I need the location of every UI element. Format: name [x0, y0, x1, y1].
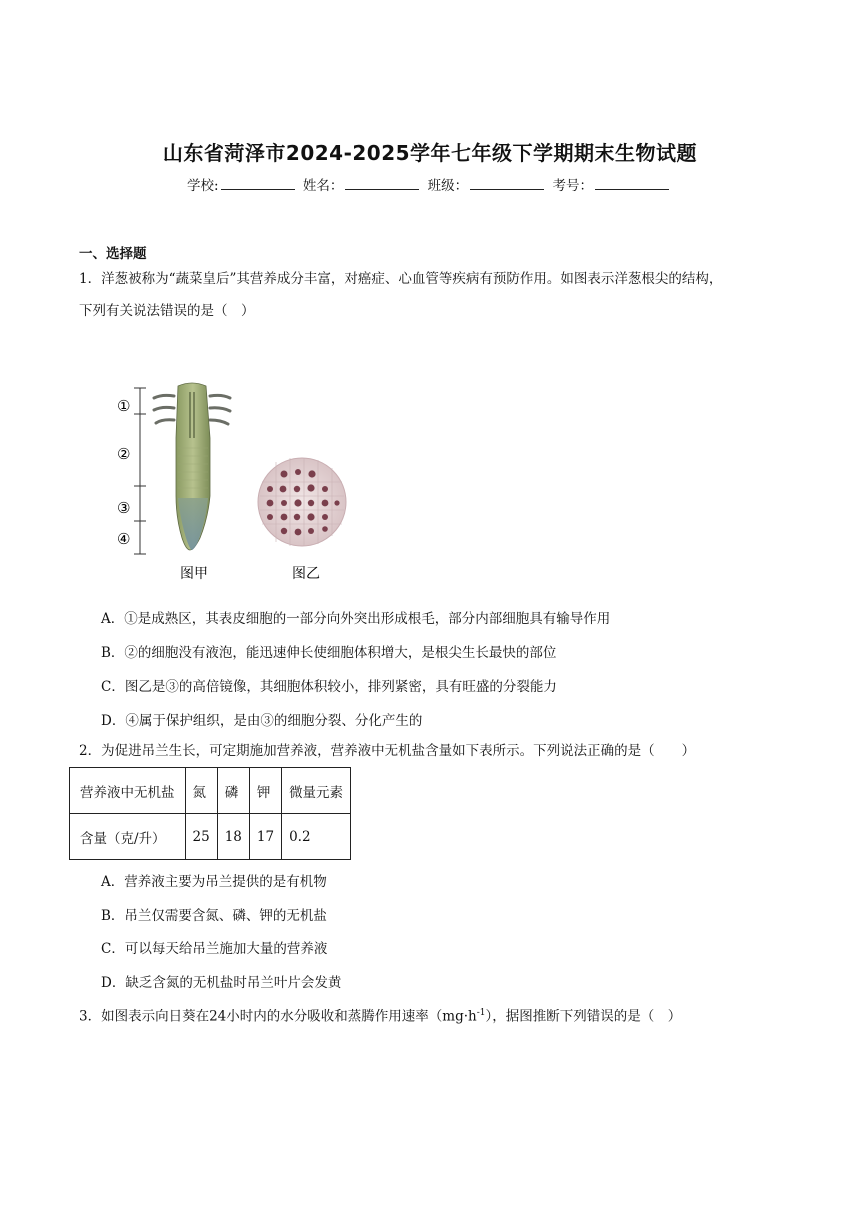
question-1-line-1: 1．洋葱被称为“蔬菜皇后”其营养成分丰富，对癌症、心血管等疾病有预防作用。如图表示洋葱根尖的结构，	[79, 271, 723, 287]
figure-a-label: 图甲	[180, 566, 208, 582]
question-1-option-b[interactable]: B．②的细胞没有液泡，能迅速伸长使细胞体积增大，是根尖生长最快的部位	[101, 645, 557, 661]
section-heading: 一、选择题	[79, 246, 147, 262]
question-2-option-b[interactable]: B．吊兰仅需要含氮、磷、钾的无机盐	[101, 908, 327, 924]
table-header-cell: 氮	[185, 768, 217, 814]
table-cell: 0.2	[282, 814, 351, 860]
table-cell: 含量（克/升）	[70, 814, 186, 860]
marker-3: ③	[117, 499, 131, 517]
class-blank[interactable]	[470, 176, 544, 190]
question-2-option-a[interactable]: A．营养液主要为吊兰提供的是有机物	[101, 874, 327, 890]
page-title: 山东省菏泽市2024-2025学年七年级下学期期末生物试题	[162, 141, 698, 165]
nutrient-table	[69, 767, 351, 860]
unit-superscript: -1	[476, 1008, 486, 1018]
class-label: 班级：	[427, 178, 469, 194]
school-label: 学校:	[187, 178, 219, 194]
school-blank[interactable]	[221, 176, 295, 190]
table-row	[70, 768, 351, 814]
exam-number-label: 考号：	[552, 178, 593, 194]
question-1-line-2: 下列有关说法错误的是（ ）	[79, 303, 255, 319]
table-header-cell: 钾	[249, 768, 281, 814]
marker-1: ①	[117, 397, 131, 415]
table-cell: 25	[185, 814, 217, 860]
onion-root-tip-figure	[100, 378, 360, 588]
root-tip-illustration	[100, 378, 360, 588]
question-2-option-d[interactable]: D．缺乏含氮的无机盐时吊兰叶片会发黄	[101, 975, 342, 991]
question-3-stem	[79, 998, 791, 1033]
table-row	[70, 814, 351, 860]
question-3-stem-end: ），据图推断下列错误的是（ ）	[485, 1008, 682, 1025]
marker-2: ②	[117, 445, 131, 463]
exam-number-blank[interactable]	[595, 176, 669, 190]
question-2-option-c[interactable]: C．可以每天给吊兰施加大量的营养液	[101, 941, 328, 957]
question-1-option-d[interactable]: D．④属于保护组织，是由③的细胞分裂、分化产生的	[101, 713, 423, 729]
question-1-option-c[interactable]: C．图乙是③的高倍镜像，其细胞体积较小，排列紧密，具有旺盛的分裂能力	[101, 679, 557, 695]
question-1-option-a[interactable]: A．①是成熟区，其表皮细胞的一部分向外突出形成根毛，部分内部细胞具有输导作用	[101, 611, 611, 627]
question-3-stem-text: 3．如图表示向日葵在24小时内的水分吸收和蒸腾作用速率（mg·h	[79, 1008, 477, 1025]
table-cell: 18	[217, 814, 249, 860]
name-blank[interactable]	[345, 176, 419, 190]
marker-4: ④	[117, 530, 131, 548]
table-header-cell: 营养液中无机盐	[70, 768, 186, 814]
figure-b-label: 图乙	[292, 566, 320, 582]
question-2-stem: 2．为促进吊兰生长，可定期施加营养液，营养液中无机盐含量如下表所示。下列说法正确的是（ ）	[79, 743, 696, 759]
table-header-cell: 磷	[217, 768, 249, 814]
table-cell: 17	[249, 814, 281, 860]
table-header-cell: 微量元素	[282, 768, 351, 814]
student-info-line	[0, 174, 860, 194]
name-label: 姓名：	[302, 178, 344, 194]
